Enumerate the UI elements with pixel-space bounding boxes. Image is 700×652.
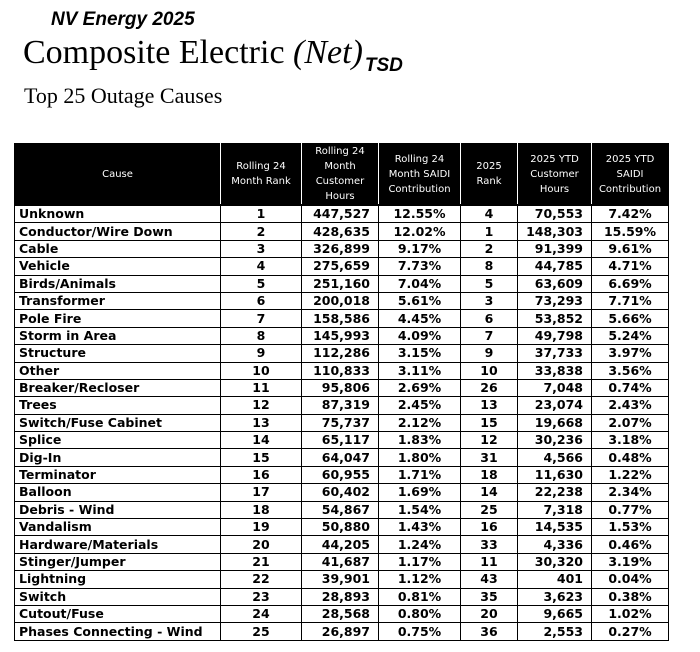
cell-rank-2025: 1 [461,223,518,240]
cell-rolling-saidi: 1.80% [379,449,461,466]
cell-rank-2025: 6 [461,310,518,327]
cell-ytd-saidi: 15.59% [592,223,669,240]
cell-ytd-hours: 91,399 [518,240,592,257]
cell-ytd-saidi: 0.77% [592,501,669,518]
cell-rolling-saidi: 9.17% [379,240,461,257]
cell-cause: Dig-In [15,449,221,466]
cell-cause: Terminator [15,466,221,483]
cell-cause: Switch [15,588,221,605]
cell-cause: Unknown [15,205,221,223]
cell-rolling-saidi: 12.02% [379,223,461,240]
cell-rolling-hours: 112,286 [302,345,379,362]
cell-ytd-saidi: 3.56% [592,362,669,379]
cell-ytd-hours: 23,074 [518,397,592,414]
cell-rolling-rank: 17 [221,484,302,501]
cell-cause: Structure [15,345,221,362]
cell-rolling-rank: 5 [221,275,302,292]
title-net-text: (Net) [293,34,363,71]
cell-cause: Breaker/Recloser [15,379,221,396]
cell-rolling-rank: 6 [221,292,302,309]
cell-rank-2025: 26 [461,379,518,396]
header-rank-2025: 2025 Rank [461,144,518,206]
cell-cause: Vandalism [15,519,221,536]
cell-rolling-saidi: 0.75% [379,623,461,640]
cell-rolling-saidi: 1.54% [379,501,461,518]
cell-rolling-saidi: 2.69% [379,379,461,396]
table-row [15,501,669,518]
cell-rolling-saidi: 5.61% [379,292,461,309]
table-row [15,432,669,449]
table-row [15,536,669,553]
cell-rolling-saidi: 0.81% [379,588,461,605]
cell-ytd-saidi: 0.46% [592,536,669,553]
cell-ytd-hours: 7,048 [518,379,592,396]
table-row [15,449,669,466]
cell-rank-2025: 20 [461,605,518,622]
cell-ytd-hours: 2,553 [518,623,592,640]
cell-rank-2025: 12 [461,432,518,449]
cell-rolling-rank: 24 [221,605,302,622]
cell-cause: Trees [15,397,221,414]
cell-ytd-hours: 70,553 [518,205,592,223]
cell-ytd-hours: 19,668 [518,414,592,431]
cell-ytd-hours: 4,566 [518,449,592,466]
cell-rolling-rank: 14 [221,432,302,449]
cell-rolling-saidi: 1.69% [379,484,461,501]
title-main-text: Composite Electric [23,34,294,71]
cell-rolling-hours: 50,880 [302,519,379,536]
cell-rolling-hours: 447,527 [302,205,379,223]
table-row [15,605,669,622]
cell-rolling-rank: 23 [221,588,302,605]
cell-cause: Vehicle [15,258,221,275]
cell-cause: Pole Fire [15,310,221,327]
cell-rolling-hours: 65,117 [302,432,379,449]
cell-ytd-saidi: 2.34% [592,484,669,501]
cell-ytd-saidi: 4.71% [592,258,669,275]
cell-cause: Stinger/Jumper [15,553,221,570]
table-row [15,414,669,431]
table-row [15,571,669,588]
cell-rolling-rank: 21 [221,553,302,570]
cell-rolling-rank: 4 [221,258,302,275]
cell-cause: Cable [15,240,221,257]
cell-rolling-saidi: 2.12% [379,414,461,431]
cell-cause: Birds/Animals [15,275,221,292]
cell-rolling-rank: 10 [221,362,302,379]
cell-cause: Transformer [15,292,221,309]
table-title: Top 25 Outage Causes [24,83,223,108]
cell-rolling-hours: 39,901 [302,571,379,588]
cell-rolling-hours: 428,635 [302,223,379,240]
cell-ytd-saidi: 7.71% [592,292,669,309]
cell-rolling-hours: 251,160 [302,275,379,292]
cell-rolling-hours: 44,205 [302,536,379,553]
header-ytd-hours: 2025 YTD Customer Hours [518,144,592,206]
table-row [15,327,669,344]
cell-ytd-saidi: 0.38% [592,588,669,605]
cell-ytd-hours: 14,535 [518,519,592,536]
table-row [15,484,669,501]
cell-rolling-rank: 22 [221,571,302,588]
outage-causes-table [14,143,669,641]
cell-ytd-hours: 63,609 [518,275,592,292]
cell-rank-2025: 33 [461,536,518,553]
cell-rank-2025: 4 [461,205,518,223]
table-row [15,292,669,309]
cell-rolling-rank: 7 [221,310,302,327]
cell-rolling-rank: 18 [221,501,302,518]
cell-rank-2025: 43 [461,571,518,588]
cell-rolling-hours: 275,659 [302,258,379,275]
cell-rolling-hours: 326,899 [302,240,379,257]
cell-ytd-hours: 9,665 [518,605,592,622]
cell-rank-2025: 10 [461,362,518,379]
table-row [15,397,669,414]
cell-rank-2025: 5 [461,275,518,292]
cell-rolling-hours: 87,319 [302,397,379,414]
cell-rolling-saidi: 1.24% [379,536,461,553]
table-row [15,223,669,240]
cell-cause: Switch/Fuse Cabinet [15,414,221,431]
header-ytd-saidi: 2025 YTD SAIDI Contribution [592,144,669,206]
table-row [15,623,669,640]
cell-rank-2025: 2 [461,240,518,257]
table-row [15,379,669,396]
cell-rolling-saidi: 4.09% [379,327,461,344]
cell-cause: Storm in Area [15,327,221,344]
cell-rank-2025: 14 [461,484,518,501]
cell-ytd-saidi: 5.66% [592,310,669,327]
cell-rolling-saidi: 7.73% [379,258,461,275]
header-rolling-saidi: Rolling 24 Month SAIDI Contribution [379,144,461,206]
cell-ytd-saidi: 0.04% [592,571,669,588]
cell-rank-2025: 36 [461,623,518,640]
cell-rolling-rank: 13 [221,414,302,431]
cell-rank-2025: 8 [461,258,518,275]
cell-ytd-saidi: 1.22% [592,466,669,483]
cell-rolling-rank: 19 [221,519,302,536]
table-body [15,205,669,640]
cell-cause: Splice [15,432,221,449]
cell-rolling-saidi: 3.15% [379,345,461,362]
cell-ytd-saidi: 3.19% [592,553,669,570]
report-subtitle: NV Energy 2025 [51,9,195,30]
cell-rolling-saidi: 1.43% [379,519,461,536]
cell-ytd-hours: 401 [518,571,592,588]
cell-rolling-rank: 3 [221,240,302,257]
cell-ytd-hours: 30,236 [518,432,592,449]
cell-cause: Other [15,362,221,379]
cell-rolling-saidi: 1.12% [379,571,461,588]
table-row [15,553,669,570]
cell-cause: Phases Connecting - Wind [15,623,221,640]
cell-rolling-rank: 25 [221,623,302,640]
cell-rolling-hours: 28,893 [302,588,379,605]
cell-rank-2025: 35 [461,588,518,605]
cell-rank-2025: 16 [461,519,518,536]
cell-ytd-hours: 73,293 [518,292,592,309]
cell-cause: Cutout/Fuse [15,605,221,622]
title-subscript: TSD [364,55,403,76]
cell-cause: Lightning [15,571,221,588]
cell-ytd-hours: 30,320 [518,553,592,570]
cell-rolling-saidi: 2.45% [379,397,461,414]
cell-rank-2025: 25 [461,501,518,518]
cell-rolling-hours: 200,018 [302,292,379,309]
cell-ytd-saidi: 1.02% [592,605,669,622]
table-row [15,588,669,605]
cell-ytd-hours: 148,303 [518,223,592,240]
cell-rank-2025: 7 [461,327,518,344]
cell-cause: Conductor/Wire Down [15,223,221,240]
cell-rolling-saidi: 0.80% [379,605,461,622]
cell-rolling-rank: 2 [221,223,302,240]
page-title [23,34,403,76]
cell-ytd-hours: 3,623 [518,588,592,605]
cell-rolling-rank: 12 [221,397,302,414]
cell-ytd-saidi: 2.43% [592,397,669,414]
table-header-row [15,144,669,206]
cell-ytd-hours: 4,336 [518,536,592,553]
cell-rank-2025: 11 [461,553,518,570]
table-row [15,275,669,292]
cell-ytd-hours: 49,798 [518,327,592,344]
cell-rolling-hours: 75,737 [302,414,379,431]
cell-rolling-rank: 8 [221,327,302,344]
table-row [15,258,669,275]
header-rolling-rank: Rolling 24 Month Rank [221,144,302,206]
cell-rolling-hours: 60,402 [302,484,379,501]
table-row [15,310,669,327]
cell-ytd-saidi: 9.61% [592,240,669,257]
cell-rolling-saidi: 1.83% [379,432,461,449]
cell-rolling-rank: 16 [221,466,302,483]
cell-ytd-saidi: 1.53% [592,519,669,536]
header-rolling-hours: Rolling 24 Month Customer Hours [302,144,379,206]
cell-rolling-hours: 64,047 [302,449,379,466]
cell-ytd-saidi: 3.18% [592,432,669,449]
cell-rolling-saidi: 3.11% [379,362,461,379]
cell-ytd-saidi: 7.42% [592,205,669,223]
cell-rolling-saidi: 7.04% [379,275,461,292]
cell-ytd-saidi: 3.97% [592,345,669,362]
cell-rolling-hours: 95,806 [302,379,379,396]
cell-rolling-hours: 28,568 [302,605,379,622]
cell-ytd-hours: 33,838 [518,362,592,379]
cell-rank-2025: 31 [461,449,518,466]
cell-ytd-saidi: 0.74% [592,379,669,396]
cell-rolling-hours: 145,993 [302,327,379,344]
cell-ytd-saidi: 6.69% [592,275,669,292]
cell-cause: Debris - Wind [15,501,221,518]
cell-ytd-saidi: 0.48% [592,449,669,466]
cell-rolling-saidi: 1.71% [379,466,461,483]
cell-ytd-saidi: 5.24% [592,327,669,344]
cell-rolling-saidi: 1.17% [379,553,461,570]
table-row [15,362,669,379]
cell-rolling-rank: 9 [221,345,302,362]
cell-rank-2025: 9 [461,345,518,362]
cell-ytd-saidi: 2.07% [592,414,669,431]
cell-rolling-rank: 20 [221,536,302,553]
header-cause: Cause [15,144,221,206]
cell-ytd-hours: 53,852 [518,310,592,327]
cell-cause: Hardware/Materials [15,536,221,553]
table-row [15,240,669,257]
cell-rolling-rank: 15 [221,449,302,466]
cell-rank-2025: 3 [461,292,518,309]
cell-rolling-hours: 41,687 [302,553,379,570]
cell-rolling-hours: 110,833 [302,362,379,379]
cell-ytd-hours: 11,630 [518,466,592,483]
table-row [15,205,669,223]
cell-ytd-hours: 22,238 [518,484,592,501]
table-row [15,466,669,483]
cell-rolling-rank: 1 [221,205,302,223]
cell-rolling-hours: 26,897 [302,623,379,640]
cell-rolling-saidi: 4.45% [379,310,461,327]
cell-ytd-hours: 7,318 [518,501,592,518]
cell-rank-2025: 13 [461,397,518,414]
cell-rolling-hours: 158,586 [302,310,379,327]
cell-cause: Balloon [15,484,221,501]
cell-rolling-rank: 11 [221,379,302,396]
cell-rank-2025: 18 [461,466,518,483]
cell-rolling-saidi: 12.55% [379,205,461,223]
cell-ytd-saidi: 0.27% [592,623,669,640]
cell-ytd-hours: 37,733 [518,345,592,362]
cell-rolling-hours: 54,867 [302,501,379,518]
cell-ytd-hours: 44,785 [518,258,592,275]
cell-rolling-hours: 60,955 [302,466,379,483]
cell-rank-2025: 15 [461,414,518,431]
table-row [15,519,669,536]
table-row [15,345,669,362]
